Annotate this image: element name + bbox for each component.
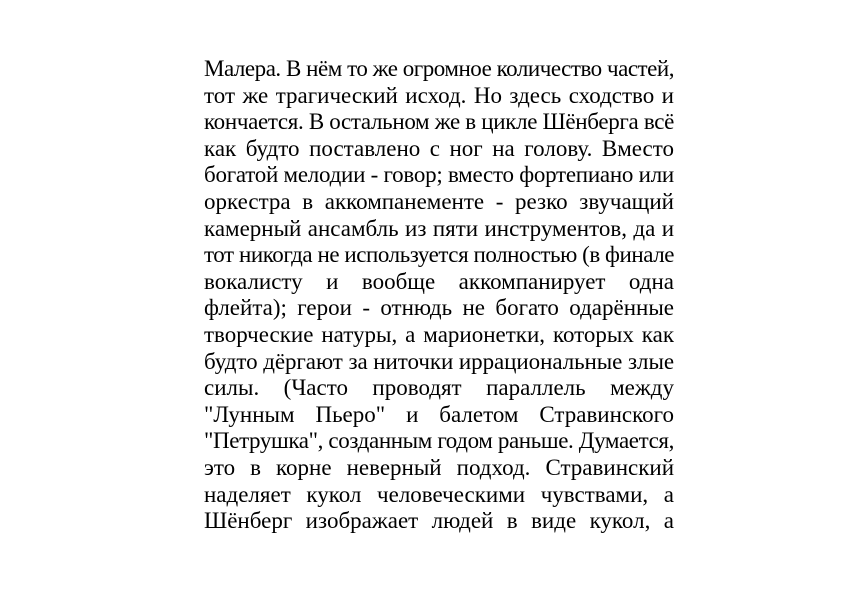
text-line-8: тот никогда не используется полностью (в финале	[204, 242, 674, 268]
text-line-2: тот же трагический исход. Но здесь сходство и	[204, 82, 674, 108]
text-line-12: будто дёргают за ниточки иррациональные злые	[204, 348, 674, 374]
text-line-4: как будто поставлено с ног на голову. Вместо	[204, 135, 674, 161]
text-line-7: камерный ансамбль из пяти инструментов, да и	[204, 215, 674, 241]
text-line-1: Малера. В нём то же огромное количество частей,	[204, 56, 674, 81]
text-line-16: это в корне неверный подход. Стравинский	[204, 454, 674, 480]
text-line-9: вокалисту и вообще аккомпанирует одна	[204, 268, 674, 294]
text-line-6: оркестра в аккомпанементе - резко звучащий	[204, 188, 674, 214]
text-line-14: "Лунным Пьеро" и балетом Стравинского	[204, 401, 674, 427]
text-line-13: силы. (Часто проводят параллель между	[204, 375, 674, 401]
text-line-3: кончается. В остальном же в цикле Шёнберга всё	[204, 109, 674, 135]
text-line-15: "Петрушка", созданным годом раньше. Думается,	[204, 428, 674, 454]
text-line-11: творческие натуры, а марионетки, которых как	[204, 321, 674, 347]
text-line-10: флейта); герои - отнюдь не богато одарённые	[204, 295, 674, 321]
text-line-5: богатой мелодии - говор; вместо фортепиано или	[204, 162, 674, 188]
body-text	[204, 56, 674, 535]
text-line-17: наделяет кукол человеческими чувствами, а	[204, 481, 674, 507]
text-line-18: Шёнберг изображает людей в виде кукол, а	[204, 508, 674, 534]
